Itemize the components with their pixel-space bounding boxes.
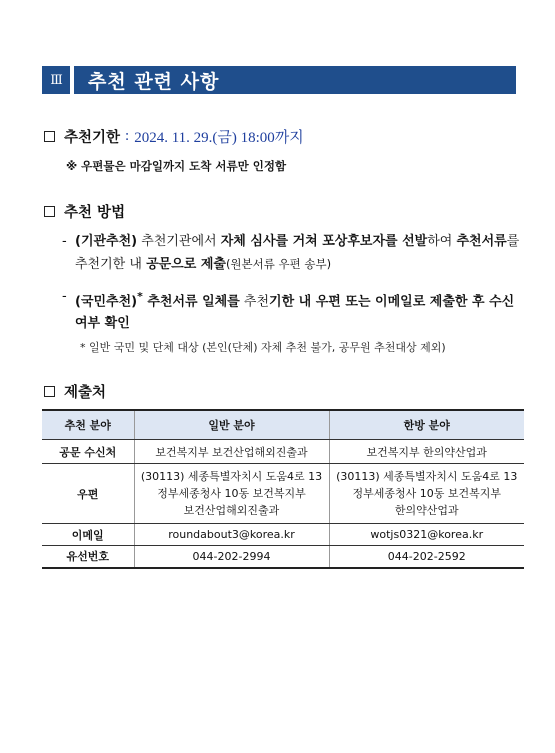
address-line: (30113) 세종특별자치시 도움4로 13 (140, 470, 323, 483)
table-header-general: 일반 분야 (134, 410, 329, 440)
checkbox-square-icon (44, 206, 55, 217)
section-header (42, 66, 516, 94)
method-text: 추천 (239, 294, 270, 310)
deadline-heading (44, 126, 304, 147)
table-header-row (42, 410, 524, 440)
row-label: 유선번호 (42, 546, 134, 568)
table-row (42, 464, 524, 524)
checkbox-square-icon (44, 131, 55, 142)
footnote-marker: * (137, 290, 143, 303)
cell-general-email[interactable]: roundabout3@korea.kr (134, 524, 329, 546)
bullet-dash: - (62, 234, 67, 249)
table-header-oriental: 한방 분야 (329, 410, 524, 440)
method-text: 추천기관에서 (137, 234, 221, 249)
address-line: 정부세종청사 10동 보건복지부 (157, 487, 306, 500)
row-label: 우편 (42, 464, 134, 524)
table-row (42, 524, 524, 546)
submission-heading (44, 381, 106, 402)
cell-general: 보건복지부 보건산업해외진출과 (134, 440, 329, 464)
method-emphasis: 자체 심사를 거쳐 포상후보자를 선발 (220, 234, 428, 249)
cell-oriental-address (329, 464, 524, 524)
submission-heading-text: 제출처 (64, 385, 107, 401)
address-line: 한의약산업과 (394, 504, 459, 517)
address-line: 정부세종청사 10동 보건복지부 (352, 487, 501, 500)
deadline-label: 추천기한 (64, 130, 121, 146)
bullet-dash: - (62, 289, 67, 304)
section-number: Ⅲ (42, 66, 70, 94)
method-item-public (62, 286, 524, 335)
method-type: (기관추천) (75, 234, 138, 249)
method-item-institution (62, 231, 524, 276)
cell-general-address (134, 464, 329, 524)
submission-table (42, 409, 524, 569)
table-header-category: 추천 분야 (42, 410, 134, 440)
method-footnote: * 일반 국민 및 단체 대상 (본인(단체) 자체 추천 불가, 공무원 추천대상 제외) (80, 341, 446, 354)
method-heading (44, 201, 125, 222)
method-emphasis: 추천서류 일체를 (142, 294, 240, 310)
method-text: 하여 (427, 234, 457, 249)
table-row (42, 440, 524, 464)
row-label: 이메일 (42, 524, 134, 546)
deadline-value: 2024. 11. 29.(금) 18:00까지 (134, 130, 304, 146)
method-note: (원본서류 우편 송부) (225, 257, 332, 271)
address-line: 보건산업해외진출과 (183, 504, 280, 517)
method-text: 를 추천기한 내 (75, 234, 520, 272)
cell-oriental-email[interactable]: wotjs0321@korea.kr (329, 524, 524, 546)
cell-oriental: 보건복지부 한의약산업과 (329, 440, 524, 464)
method-emphasis: 공문으로 제출 (146, 257, 226, 272)
cell-general-phone: 044-202-2994 (134, 546, 329, 568)
deadline-note: ※ 우편물은 마감일까지 도착 서류만 인정함 (66, 159, 287, 173)
table-row (42, 546, 524, 568)
checkbox-square-icon (44, 386, 55, 397)
method-emphasis: 추천서류 (456, 234, 507, 249)
method-emphasis: 기한 내 우편 또는 이메일로 제출한 후 수신 여부 확인 (75, 294, 515, 332)
row-label: 공문 수신처 (42, 440, 134, 464)
address-line: (30113) 세종특별자치시 도움4로 13 (336, 470, 518, 483)
method-heading-text: 추천 방법 (64, 205, 126, 221)
section-title: 추천 관련 사항 (74, 66, 516, 94)
method-type: (국민추천) (75, 294, 138, 310)
deadline-separator: : (125, 128, 130, 144)
cell-oriental-phone: 044-202-2592 (329, 546, 524, 568)
